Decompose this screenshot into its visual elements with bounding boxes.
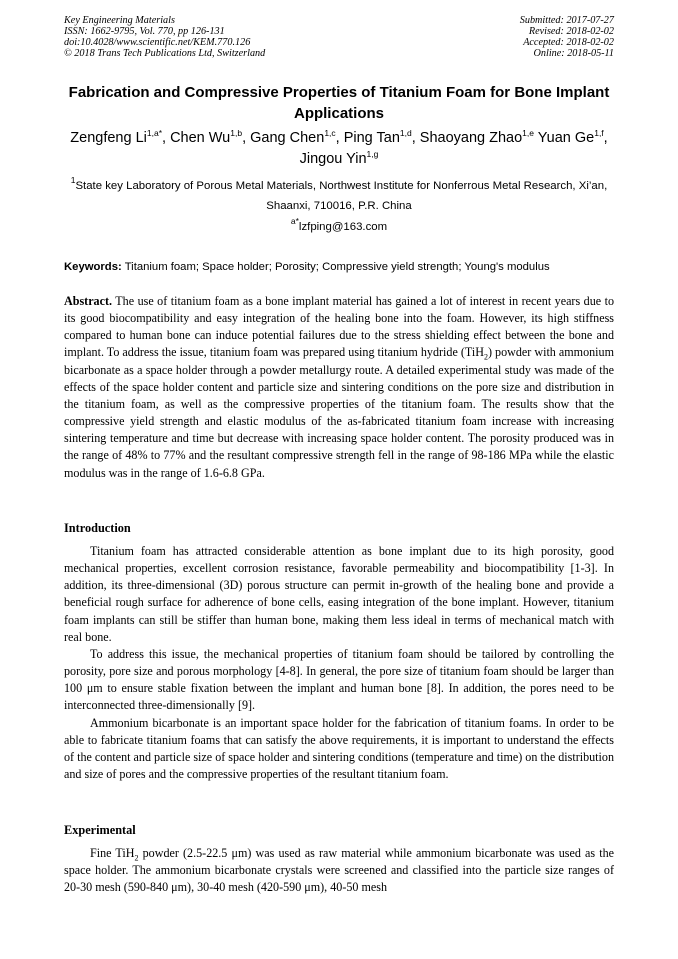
date-accepted: Accepted: 2018-02-02 xyxy=(523,37,614,48)
author: Shaoyang Zhao$^{1,e}$ xyxy=(419,128,534,146)
journal-issn: ISSN: 1662-9795, Vol. 770, pp 126-131 xyxy=(64,26,225,37)
introduction-heading: Introduction xyxy=(64,521,131,535)
keywords-text: Titanium foam; Space holder; Porosity; Compressive yield strength; Young's modulus xyxy=(124,261,550,273)
author: Chen Wu$^{1,b}$, xyxy=(170,128,251,146)
author: Gang Chen$^{1,c}$, xyxy=(250,128,344,146)
journal-copyright: © 2018 Trans Tech Publications Ltd, Switzerland xyxy=(64,48,266,59)
experimental-heading: Experimental xyxy=(64,823,136,837)
date-online: Online: 2018-05-11 xyxy=(533,48,614,59)
abstract: Abstract. The use of titanium foam as a bone implant material has gained a lot of interest in recent years due to its good biocompatibility and easy integration of the healing bone into the foam. However, its high stiffness compared to human bone can induce potential failures due to the stress shielding effect between the bone and implant. To address the issue, titanium foam was prepared using titanium hydride (TiH$_2$) powder with ammonium bicarbonate as a space holder through a powder metallurgy route. A detailed experimental study was made of the effects of the space holder content and particle size and sintering conditions on the pore size and distribution in the titanium foam, as well as the compressive properties of the titanium foam. The results show that the compressive yield strength and elastic modulus of the as-fabricated titanium foam increase with increasing sintering temperature and time but decrease with increasing space holder content. The porosity produced was in the range of 48% to 77% and the resultant compressive strength fell in the range of 98-186 MPa while the elastic modulus was in the range of 1.6-6.8 GPa. xyxy=(64,294,614,480)
date-submitted: Submitted: 2017-07-27 xyxy=(519,15,614,26)
experimental-paragraph: Fine TiH$_2$ powder (2.5-22.5 μm) was used as raw material while ammonium bicarbonate was used as the space holder. The ammonium bicarbonate crystals were screened and classified into the particle size ranges of 20-30 mesh (590-840 μm), 30-40 mesh (420-590 μm), 40-50 mesh xyxy=(64,846,614,895)
author-list xyxy=(64,128,614,170)
introduction-paragraph: To address this issue, the mechanical properties of titanium foam should be tailored by controlling the porosity, pore size and porous morphology [4-8]. In general, the pore size of titanium foam should be larger than 100 μm to ensure stable fixation between the implant and human bone [8]. In addition, the pores need to be interconnected three-dimensionally [9]. xyxy=(64,646,614,713)
journal-doi: doi:10.4028/www.scientific.net/KEM.770.126 xyxy=(64,37,251,48)
corresponding-email xyxy=(64,218,614,236)
introduction-body xyxy=(64,543,614,783)
paper-title: Fabrication and Compressive Properties of Titanium Foam for Bone Implant Applications xyxy=(68,84,610,122)
affiliation xyxy=(64,176,614,216)
author: Ping Tan$^{1,d}$, xyxy=(343,128,420,146)
keywords xyxy=(64,259,624,275)
email-address: lzfping@163.com xyxy=(298,221,388,233)
author: Zengfeng $Li^{1,a*}$, xyxy=(70,128,171,146)
journal-name: Key Engineering Materials xyxy=(64,15,175,26)
introduction-paragraph: Titanium foam has attracted considerable attention as bone implant due to its high porosity, good mechanical properties, excellent corrosion resistance, favorable permeability and biocompatibility [1-3]. In addition, its three-dimensional (3D) porous structure can permit in-growth of the healing bone and provide a beneficial rough surface for adherence of bone cells, easing integration of the bone implant. However, titanium foam implants can still be stiffer than human bone, making them less ideal in terms of mechanical match with real bone. xyxy=(64,544,614,644)
journal-info xyxy=(64,15,265,59)
keywords-label: Keywords: xyxy=(64,261,122,273)
email-marker: a* xyxy=(290,216,299,226)
abstract-label: Abstract. xyxy=(64,294,113,308)
experimental-body xyxy=(64,845,614,896)
affiliation-text: State key Laboratory of Porous Metal Materials, Northwest Institute for Nonferrous Metal Research, Xi’an, Shaanxi, 710016, P.R. China xyxy=(75,180,608,212)
author: Yuan Ge$^{1,f}$, xyxy=(537,128,608,146)
affiliation-marker: 1 xyxy=(70,175,76,185)
author: Jingou Yin$^{1,g}$ xyxy=(299,149,379,167)
date-revised: Revised: 2018-02-02 xyxy=(528,26,614,37)
introduction-paragraph: Ammonium bicarbonate is an important space holder for the fabrication of titanium foams. In order to be able to fabricate titanium foams that can satisfy the above requirements, it is important to understand the effects of the content and particle size of space holder and sintering conditions (temperature and time) on the distribution and size of pores and the compressive properties of the resultant titanium foam. xyxy=(64,715,614,782)
submission-dates xyxy=(520,15,614,59)
